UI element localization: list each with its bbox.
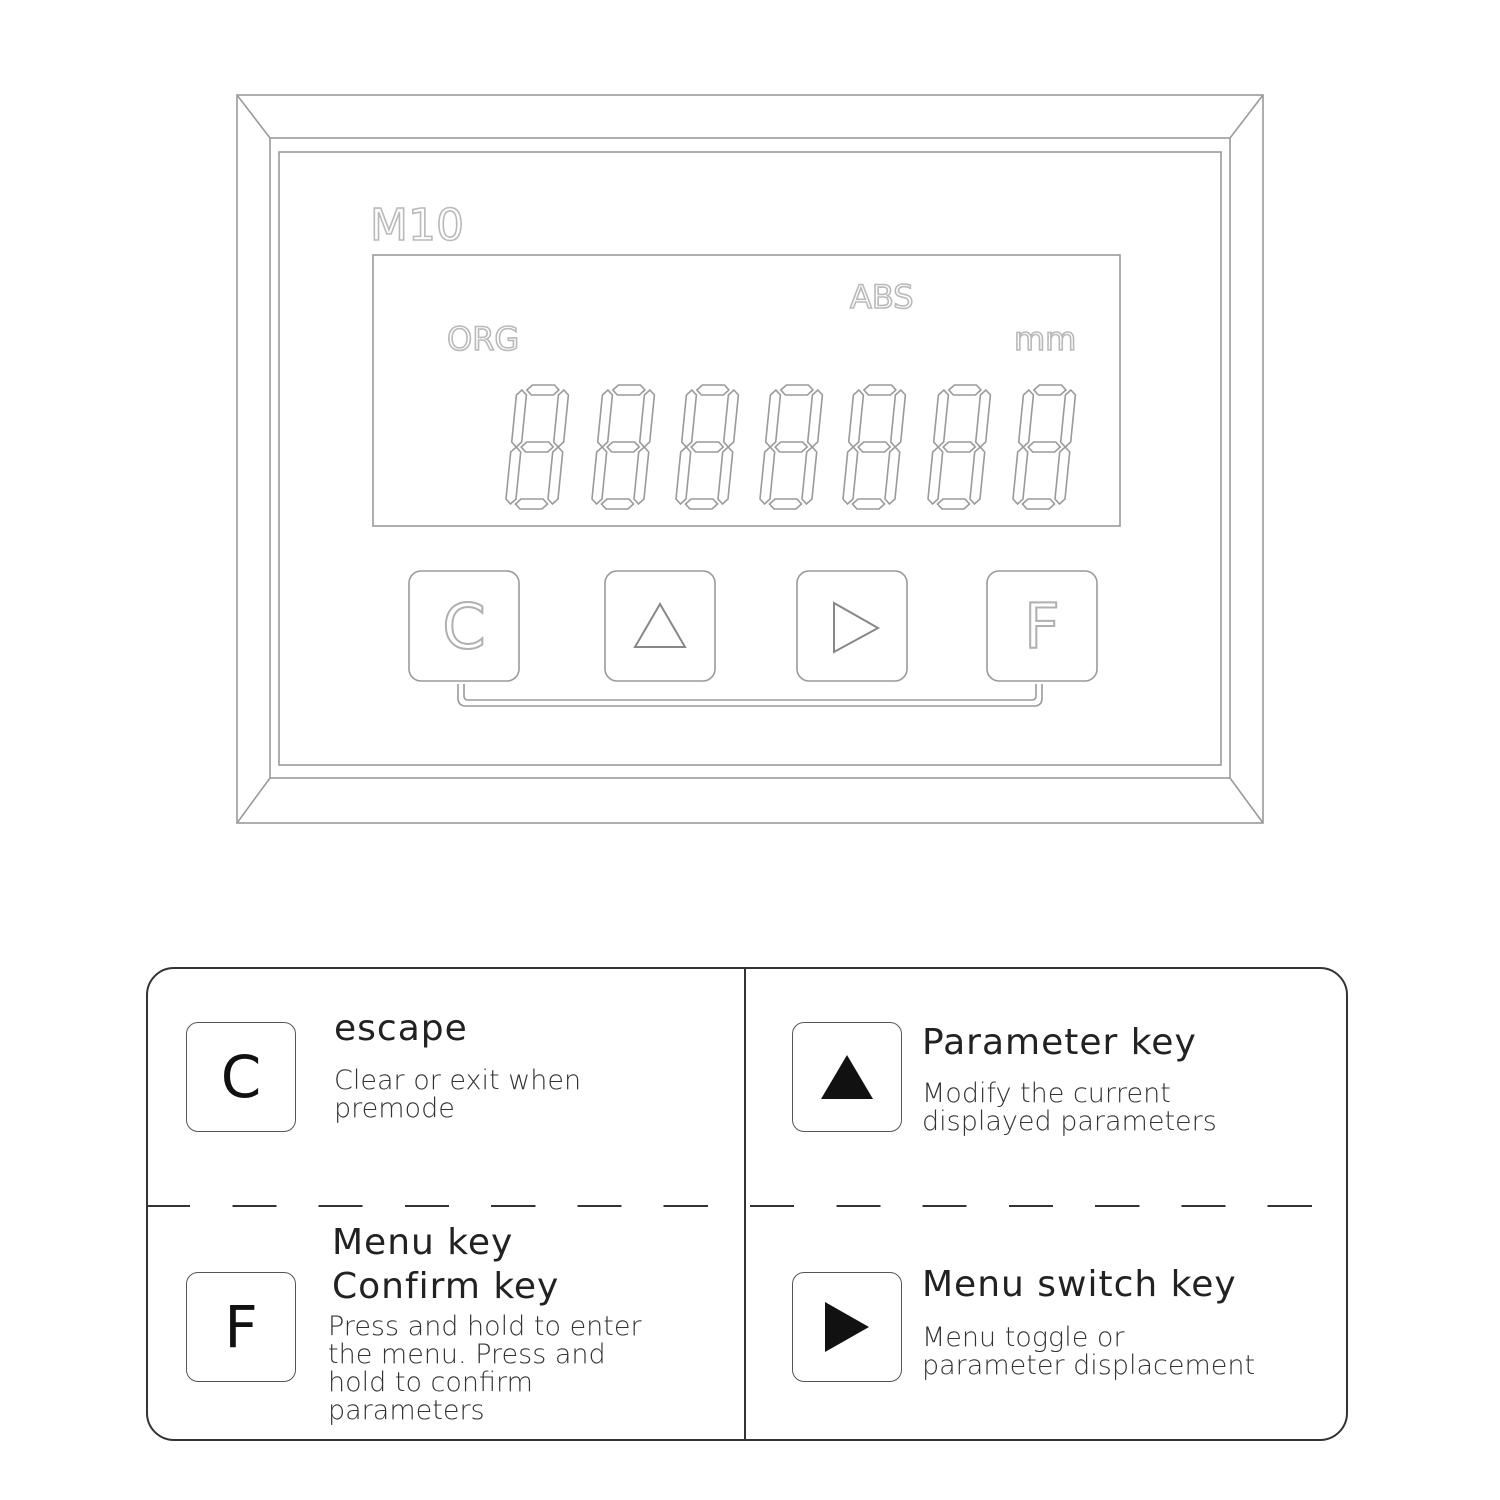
- lcd-segment: [1013, 447, 1028, 504]
- lcd-segment: [1055, 447, 1070, 504]
- lcd-segment: [970, 447, 985, 504]
- legend-dashed-divider: [148, 1205, 1346, 1207]
- lcd-digit: [843, 385, 905, 509]
- menu-desc-line-4: parameters: [328, 1395, 485, 1426]
- lcd-window: [373, 255, 1120, 526]
- lcd-segment: [1023, 499, 1055, 509]
- escape-desc-line-1: Clear or exit when: [334, 1065, 582, 1096]
- legend-key-c: [186, 1022, 296, 1132]
- parameter-desc-line-2: displayed parameters: [922, 1106, 1217, 1137]
- lcd-segment: [949, 385, 981, 395]
- lcd-segment: [718, 447, 733, 504]
- lcd-segment: [864, 385, 896, 395]
- org-indicator: ORG: [447, 320, 520, 358]
- key-f-label: F: [1024, 590, 1060, 663]
- lcd-segment: [607, 442, 639, 452]
- lcd-segment: [938, 499, 970, 509]
- key-bracket: [458, 684, 1042, 706]
- menu-switch-title: Menu switch key: [922, 1264, 1237, 1305]
- lcd-segment: [781, 385, 813, 395]
- parameter-desc-line-1: Modify the current: [922, 1078, 1171, 1109]
- unit-indicator: mm: [1014, 320, 1077, 358]
- model-label: M10: [370, 200, 464, 251]
- lcd-segment: [766, 390, 781, 447]
- lcd-segment: [676, 447, 691, 504]
- legend-vertical-divider: [744, 969, 746, 1439]
- lcd-segment: [928, 447, 943, 504]
- lcd-segment: [770, 499, 802, 509]
- lcd-segment: [760, 447, 775, 504]
- key-up[interactable]: [605, 571, 715, 681]
- lcd-segment: [592, 447, 607, 504]
- legend-key-right: [792, 1272, 902, 1382]
- lcd-segment: [602, 499, 634, 509]
- lcd-digit: [1013, 385, 1075, 509]
- legend-key-c-label: C: [220, 1043, 262, 1111]
- lcd-digit: [506, 385, 568, 509]
- lcd-segment: [802, 447, 817, 504]
- menu-switch-desc-line-2: parameter displacement: [922, 1350, 1256, 1381]
- lcd-segment: [858, 442, 890, 452]
- lcd-segment: [849, 390, 864, 447]
- lcd-segment: [1028, 442, 1060, 452]
- lcd-digit: [760, 385, 822, 509]
- escape-desc-line-2: premode: [334, 1093, 455, 1124]
- lcd-digit: [592, 385, 654, 509]
- lcd-segment: [891, 390, 906, 447]
- lcd-segment: [521, 442, 553, 452]
- lcd-digit: [928, 385, 990, 509]
- lcd-segment: [691, 442, 723, 452]
- menu-title-line-2: Confirm key: [332, 1266, 560, 1307]
- lcd-segment: [634, 447, 649, 504]
- lcd-segment: [506, 447, 521, 504]
- lcd-segment: [843, 447, 858, 504]
- lcd-segment: [976, 390, 991, 447]
- abs-indicator: ABS: [850, 278, 914, 316]
- key-right[interactable]: [797, 571, 907, 681]
- key-c[interactable]: [409, 571, 519, 681]
- lcd-segment: [853, 499, 885, 509]
- filled-right-triangle-icon: [822, 1300, 872, 1354]
- key-c-label: C: [442, 590, 486, 663]
- key-f[interactable]: [987, 571, 1097, 681]
- lcd-segment: [640, 390, 655, 447]
- lcd-segment: [885, 447, 900, 504]
- lcd-segment: [512, 390, 527, 447]
- lcd-segment: [1019, 390, 1034, 447]
- lcd-segment: [686, 499, 718, 509]
- lcd-segment: [527, 385, 559, 395]
- legend-key-f: [186, 1272, 296, 1382]
- parameter-title: Parameter key: [922, 1022, 1197, 1063]
- lcd-segment: [775, 442, 807, 452]
- key-bracket-inner: [464, 684, 1036, 700]
- lcd-segment: [934, 390, 949, 447]
- escape-title: escape: [334, 1008, 468, 1049]
- lcd-segment: [516, 499, 548, 509]
- menu-title-line-1: Menu key: [332, 1222, 514, 1263]
- lcd-segment: [724, 390, 739, 447]
- legend-key-up: [792, 1022, 902, 1132]
- lcd-segment: [808, 390, 823, 447]
- lcd-segment: [1061, 390, 1076, 447]
- lcd-digit: [676, 385, 738, 509]
- lcd-segment: [554, 390, 569, 447]
- key-legend-panel: [146, 967, 1348, 1441]
- lcd-segment: [598, 390, 613, 447]
- lcd-segment: [1034, 385, 1066, 395]
- menu-desc-line-1: Press and hold to enter: [328, 1311, 642, 1342]
- legend-key-f-label: F: [224, 1293, 258, 1361]
- filled-up-triangle-icon: [819, 1053, 875, 1101]
- lcd-segment: [682, 390, 697, 447]
- menu-desc-line-3: hold to confirm: [328, 1367, 533, 1398]
- lcd-segment: [943, 442, 975, 452]
- lcd-segment: [697, 385, 729, 395]
- lcd-segment: [548, 447, 563, 504]
- menu-switch-desc-line-1: Menu toggle or: [922, 1322, 1125, 1353]
- menu-desc-line-2: the menu. Press and: [328, 1339, 606, 1370]
- lcd-segment: [613, 385, 645, 395]
- seven-segment-digits: [506, 385, 1075, 509]
